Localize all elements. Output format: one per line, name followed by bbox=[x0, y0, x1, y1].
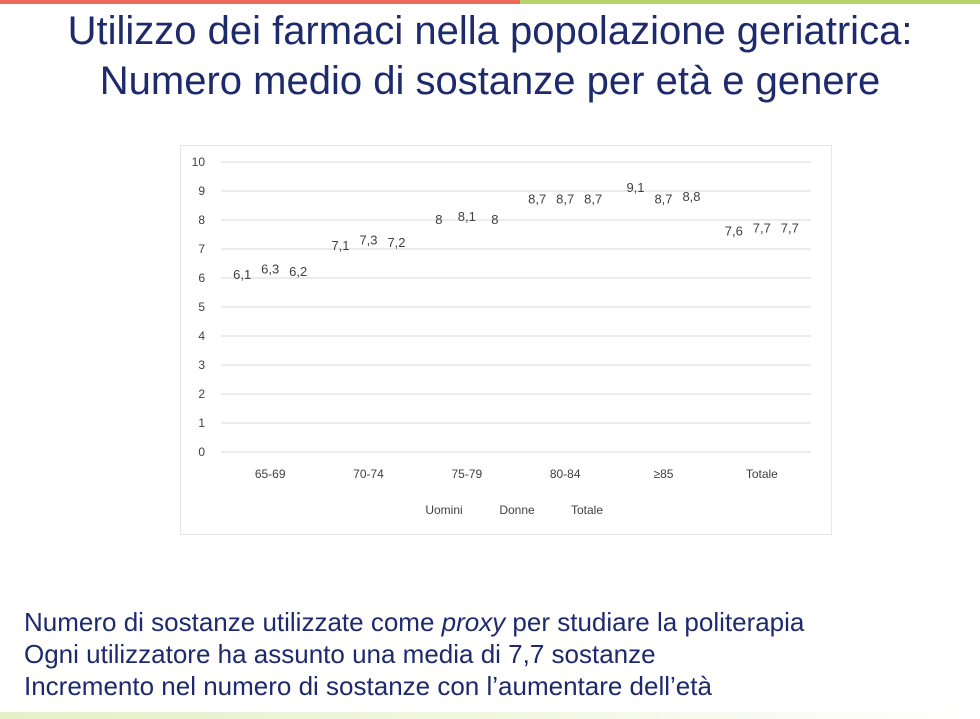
data-label: 7,2 bbox=[387, 235, 406, 251]
bullet-text-tail: per studiare la politerapia bbox=[505, 607, 805, 637]
data-label: 7,6 bbox=[724, 223, 743, 239]
legend-entry: Uomini bbox=[425, 503, 463, 517]
y-tick-label: 0 bbox=[198, 445, 205, 459]
data-label: 8,7 bbox=[556, 191, 575, 207]
bullet-list bbox=[24, 606, 804, 702]
y-tick-label: 10 bbox=[191, 155, 205, 169]
data-label: 7,3 bbox=[359, 232, 378, 248]
data-label: 8,8 bbox=[682, 188, 701, 204]
y-tick-label: 3 bbox=[198, 358, 205, 372]
x-tick-label: 70-74 bbox=[353, 467, 384, 481]
bullet-text: Ogni utilizzatore ha assunto una media di 7,7 sostanze bbox=[24, 639, 656, 669]
slide-title-line1: Utilizzo dei farmaci nella popolazione geriatrica: bbox=[67, 9, 913, 53]
x-tick-label: ≥85 bbox=[653, 467, 674, 481]
x-tick-label: Totale bbox=[745, 467, 778, 481]
slide-title-line2: Numero medio di sostanze per età e genere bbox=[99, 59, 881, 103]
data-label: 8,7 bbox=[654, 191, 673, 207]
data-label: 8,1 bbox=[457, 209, 476, 225]
bullet-item bbox=[24, 670, 804, 702]
data-label: 8 bbox=[491, 212, 499, 227]
bullet-text: Numero di sostanze utilizzate come bbox=[24, 607, 442, 637]
footer-band bbox=[0, 712, 980, 719]
data-label: 7,1 bbox=[331, 238, 350, 254]
y-tick-label: 9 bbox=[198, 184, 205, 198]
y-tick-label: 5 bbox=[198, 300, 205, 314]
y-tick-label: 1 bbox=[198, 416, 205, 430]
slide-title bbox=[0, 6, 980, 106]
x-tick-label: 80-84 bbox=[549, 467, 581, 481]
data-label: 6,3 bbox=[261, 261, 280, 277]
y-tick-label: 7 bbox=[198, 242, 205, 256]
data-label: 6,2 bbox=[289, 264, 308, 280]
data-label: 8,7 bbox=[528, 191, 547, 207]
data-label: 8 bbox=[435, 212, 443, 227]
chart-container bbox=[180, 145, 832, 535]
bullet-emphasis: proxy bbox=[441, 607, 506, 637]
data-label: 8,7 bbox=[584, 191, 603, 207]
header-accent-right bbox=[520, 0, 980, 4]
data-label: 7,7 bbox=[752, 220, 771, 236]
data-label: 7,7 bbox=[780, 220, 799, 236]
y-tick-label: 2 bbox=[198, 387, 205, 401]
data-label: 9,1 bbox=[626, 180, 645, 196]
x-tick-label: 65-69 bbox=[254, 467, 286, 481]
x-tick-label: 75-79 bbox=[451, 467, 483, 481]
data-label: 6,1 bbox=[233, 267, 252, 283]
bullet-item bbox=[24, 638, 804, 670]
y-tick-label: 4 bbox=[198, 329, 205, 343]
y-tick-label: 8 bbox=[198, 213, 205, 227]
y-tick-label: 6 bbox=[198, 271, 205, 285]
bullet-text: Incremento nel numero di sostanze con l’aumentare dell’età bbox=[24, 671, 712, 701]
bullet-item bbox=[24, 606, 804, 638]
header-accent-left bbox=[0, 0, 520, 4]
legend-entry: Totale bbox=[570, 503, 604, 517]
legend-entry: Donne bbox=[499, 503, 535, 517]
chart-svg bbox=[181, 146, 831, 534]
